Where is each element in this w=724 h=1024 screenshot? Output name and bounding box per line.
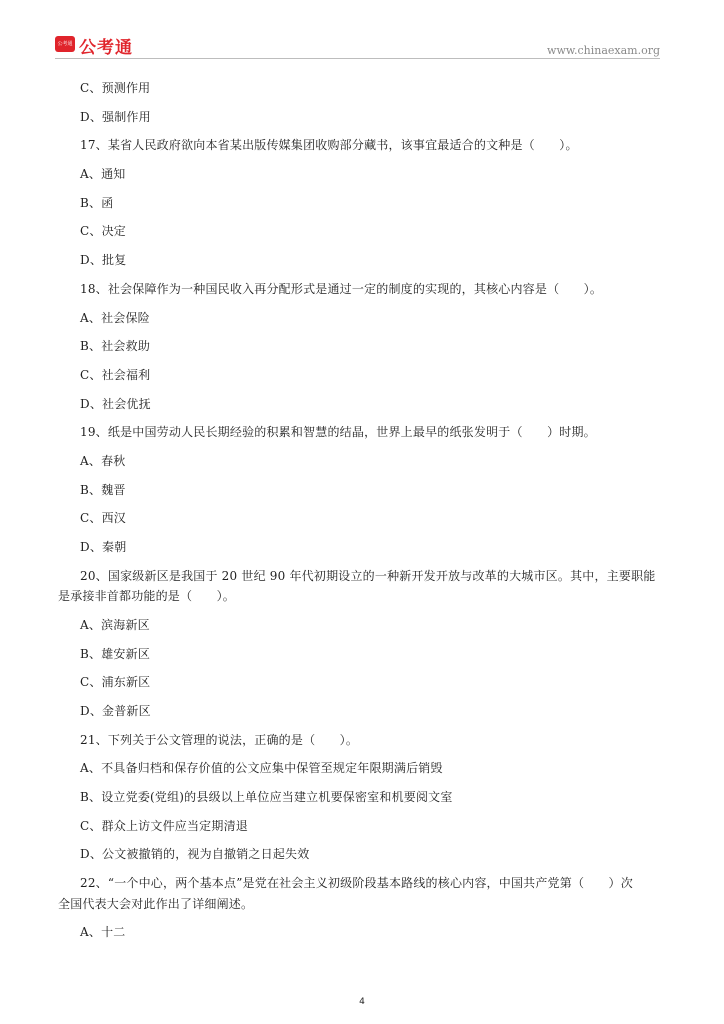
option-line: D、秦朝 [80, 540, 127, 554]
question-22: 22、“一个中心，两个基本点”是党在社会主义初级阶段基本路线的核心内容，中国共产党第（ ）次 [80, 876, 633, 891]
option-line: A、不具备归档和保存价值的公文应集中保管至规定年限期满后销毁 [80, 761, 443, 776]
question-18: 18、社会保障作为一种国民收入再分配形式是通过一定的制度的实现的，其核心内容是（ ）。 [80, 281, 603, 296]
document-body [58, 79, 670, 952]
option-line: C、浦东新区 [80, 675, 151, 690]
option-line: C、群众上访文件应当定期清退 [80, 818, 248, 833]
question-20-continued: 是承接非首都功能的是（ ）。 [58, 589, 236, 604]
option-line: B、魏晋 [80, 482, 126, 497]
option-line: C、决定 [80, 224, 126, 239]
option-line: D、批复 [80, 253, 127, 268]
option-line: A、社会保险 [80, 310, 150, 325]
option-line: B、社会救助 [80, 339, 151, 354]
page-header [0, 0, 724, 62]
option-line: A、十二 [80, 925, 126, 940]
site-url: www.chinaexam.org [547, 44, 660, 57]
option-line: A、春秋 [80, 453, 126, 468]
page-number: 4 [359, 997, 365, 1007]
option-line: A、通知 [80, 167, 126, 182]
option-line: C、预测作用 [80, 81, 151, 95]
option-line: A、滨海新区 [80, 617, 150, 632]
option-line: D、社会优抚 [80, 396, 151, 411]
logo-badge: 公考通 [55, 36, 75, 52]
option-line: B、雄安新区 [80, 646, 151, 661]
option-line: C、西汉 [80, 511, 126, 526]
question-22-continued: 全国代表大会对此作出了详细阐述。 [58, 896, 254, 911]
question-20: 20、国家级新区是我国于 20 世纪 90 年代初期设立的一种新开发开放与改革的大城市区。其中，主要职能 [80, 568, 656, 583]
option-line: B、函 [80, 195, 114, 210]
logo-text: 公考通 [79, 38, 133, 58]
option-line: D、金普新区 [80, 703, 151, 718]
question-17: 17、某省人民政府欲向本省某出版传媒集团收购部分藏书，该事宜最适合的文种是（ ）。 [80, 138, 578, 153]
header-divider [55, 58, 660, 59]
option-line: D、强制作用 [80, 109, 151, 124]
option-line: D、公文被撤销的，视为自撤销之日起失效 [80, 847, 310, 862]
question-19: 19、纸是中国劳动人民长期经验的积累和智慧的结晶，世界上最早的纸张发明于（ ）时期。 [80, 425, 596, 440]
option-line: C、社会福利 [80, 367, 151, 382]
question-21: 21、下列关于公文管理的说法，正确的是（ ）。 [80, 732, 359, 747]
option-line: B、设立党委(党组)的县级以上单位应当建立机要保密室和机要阅文室 [80, 790, 453, 804]
